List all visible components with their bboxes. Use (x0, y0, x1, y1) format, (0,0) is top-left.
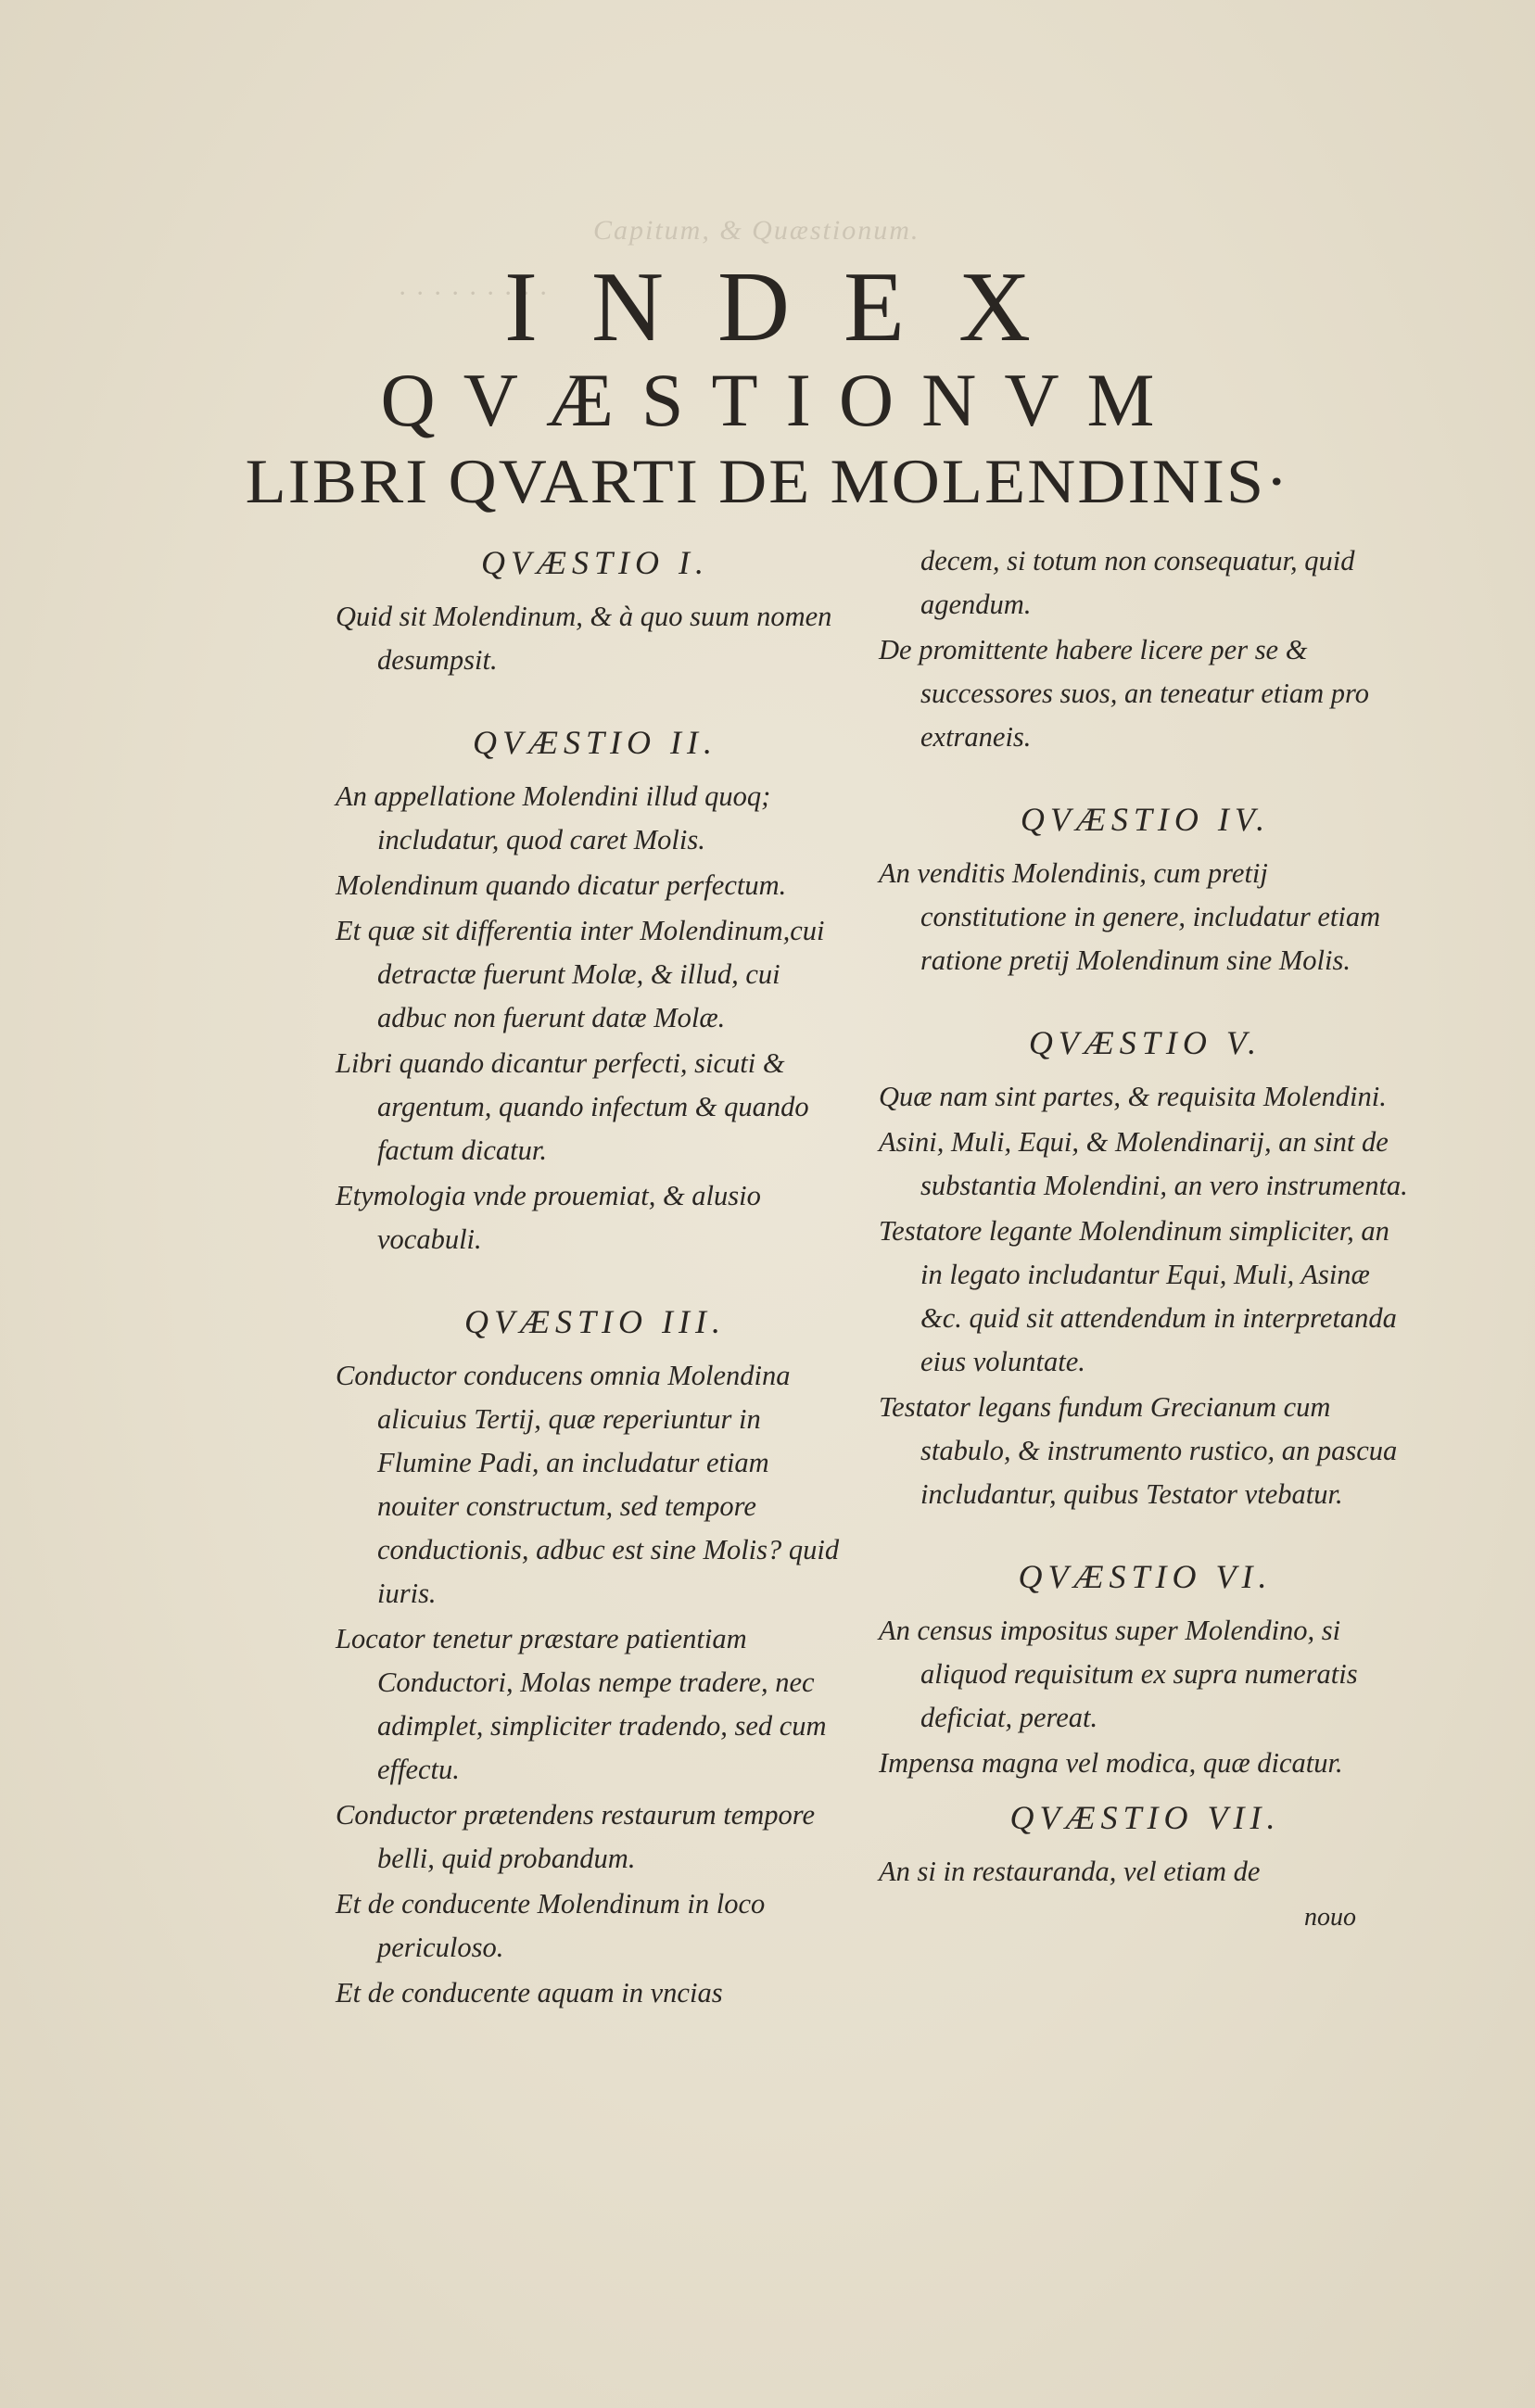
catchword: nouo (1304, 1903, 1356, 1932)
right-column (879, 539, 1412, 1939)
question-heading-1: QVÆSTIO I. (481, 544, 709, 581)
index-entry: An census impositus super Molendino, si aliquod requisitum ex supra numeratis deficiat, pereat. (879, 1615, 1358, 1733)
index-entry: Testatore legante Molendinum simpliciter, an in legato includantur Equi, Muli, Asinæ &c. quid sit attendendum in interpretanda eius voluntate. (879, 1215, 1397, 1377)
index-entry: Libri quando dicantur perfecti, sicuti & argentum, quando infectum & quando factum dicatur. (336, 1047, 809, 1166)
index-entry: Et quæ sit differentia inter Molendinum,cui detractæ fuerunt Molæ, & illud, cui adbuc non fuerunt datæ Molæ. (336, 915, 825, 1033)
index-entry: Quæ nam sint partes, & requisita Molendini. (879, 1081, 1387, 1112)
index-entry: Testator legans fundum Grecianum cum stabulo, & instrumento rustico, an pascua includantur, quibus Testator vtebatur. (879, 1391, 1398, 1510)
title-libri-quarti: LIBRI QVARTI DE MOLENDINIS· (245, 446, 1290, 516)
index-entry: An appellatione Molendini illud quoq; includatur, quod caret Molis. (336, 780, 771, 855)
index-entry: Et de conducente aquam in vncias (336, 1977, 723, 2009)
title-index: INDEX (504, 252, 1085, 362)
index-entry: Conductor prætendens restaurum tempore belli, quid probandum. (336, 1799, 816, 1874)
index-entry: Impensa magna vel modica, quæ dicatur. (879, 1747, 1343, 1779)
index-entry: Locator tenetur præstare patientiam Conductori, Molas nempe tradere, nec adimplet, simpliciter tradendo, sed cum effectu. (336, 1623, 827, 1785)
question-heading-4: QVÆSTIO IV. (1020, 801, 1271, 838)
index-entry: Molendinum quando dicatur perfectum. (336, 869, 787, 901)
title-quaestionum: QVÆSTIONVM (380, 358, 1183, 442)
index-entry: An si in restauranda, vel etiam de (879, 1856, 1261, 1887)
index-entry: Et de conducente Molendinum in loco periculoso. (336, 1888, 766, 1963)
index-entry: Quid sit Molendinum, & à quo suum nomen desumpsit. (336, 601, 832, 676)
question-heading-2: QVÆSTIO II. (473, 724, 717, 761)
question-heading-3: QVÆSTIO III. (464, 1303, 726, 1340)
left-column (336, 539, 855, 2017)
index-entry: An venditis Molendinis, cum pretij constitutione in genere, includatur etiam ratione pretij Molendinum sine Molis. (879, 857, 1381, 976)
bleed-through-text: Capitum, & Quæstionum. (593, 215, 920, 246)
index-entry-continuation: decem, si totum non consequatur, quid agendum. (920, 545, 1355, 620)
question-heading-6: QVÆSTIO VI. (1018, 1558, 1273, 1595)
index-entry: Asini, Muli, Equi, & Molendinarij, an sint de substantia Molendini, an vero instrumenta. (879, 1126, 1408, 1201)
index-entry: Conductor conducens omnia Molendina alicuius Tertij, quæ reperiuntur in Flumine Padi, an includatur etiam nouiter constructum, sed tempore conductionis, adbuc est sine Molis? quid iuris. (336, 1360, 840, 1609)
question-heading-7: QVÆSTIO VII. (1009, 1799, 1281, 1836)
index-entry: Etymologia vnde prouemiat, & alusio vocabuli. (336, 1180, 761, 1255)
index-entry: De promittente habere licere per se & successores suos, an teneatur etiam pro extraneis. (879, 634, 1369, 753)
bleed-through-dots: · · · · · · · · · (399, 278, 549, 309)
question-heading-5: QVÆSTIO V. (1028, 1024, 1262, 1061)
